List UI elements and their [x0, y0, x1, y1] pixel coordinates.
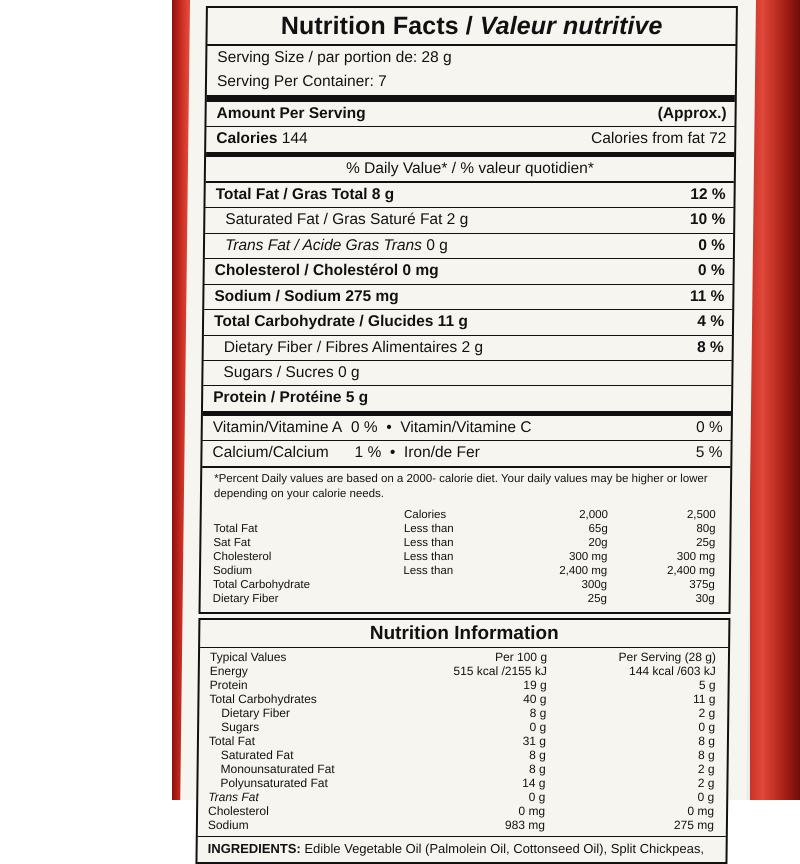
nutrient-label	[214, 287, 399, 307]
dv-header-2000: 2,000	[579, 509, 608, 522]
calories-from-fat: Calories from fat 72	[590, 130, 727, 148]
ni-nutrient: Polyunsaturated Fat	[220, 776, 328, 791]
table-row	[205, 748, 721, 762]
vitamin-left: Vitamin/Vitamine A 0 % • Vitamin/Vitamine C	[212, 418, 532, 436]
ni-nutrient: Cholesterol	[208, 804, 269, 819]
dv-qualifier: Less than	[403, 537, 454, 550]
nutrient-dv: 8 %	[696, 338, 724, 356]
table-row	[204, 818, 720, 832]
ni-per100: 8 g	[529, 748, 546, 763]
nutrient-row	[204, 285, 732, 309]
ni-perserving: 11 g	[692, 692, 716, 707]
nutrient-name: Cholesterol / Cholestérol	[214, 262, 399, 280]
dv-2500: 25g	[696, 537, 716, 550]
ni-perserving: 8 g	[697, 748, 715, 763]
ni-perserving: 2 g	[697, 776, 715, 791]
dv-nutrient: Total Fat	[213, 523, 258, 536]
vitamin-right-value: 0 %	[695, 418, 723, 436]
nutrient-name: Protein / Protéine	[213, 389, 342, 407]
nutrient-amount: 0 g	[426, 236, 448, 254]
ni-per100: 40 g	[523, 692, 547, 707]
nutrient-amount: 275 mg	[345, 287, 399, 305]
table-row	[206, 678, 722, 692]
ni-nutrient: Monounsaturated Fat	[220, 762, 335, 777]
nutrient-label	[223, 363, 359, 383]
ni-per100: 0 g	[529, 720, 547, 735]
nutrient-dv: 0 %	[698, 236, 726, 254]
ni-per100: 0 g	[528, 790, 546, 805]
nutrient-amount: 0 mg	[402, 262, 439, 280]
nutrient-label	[224, 338, 484, 358]
ni-nutrient: Dietary Fiber	[221, 706, 291, 721]
ni-per100: 8 g	[528, 762, 546, 777]
dv-nutrient: Dietary Fiber	[212, 593, 279, 606]
nutrient-row	[203, 386, 731, 410]
ni-nutrient: Sugars	[221, 720, 260, 735]
nutrient-row	[204, 336, 732, 360]
dv-2500: 300 mg	[676, 551, 716, 564]
ni-nutrient: Trans Fat	[208, 790, 259, 805]
nutrition-label	[180, 0, 756, 857]
nutrient-row	[205, 183, 733, 207]
nutrient-dv: 4 %	[697, 313, 725, 331]
nutrient-name: Total Fat / Gras Total	[215, 185, 368, 203]
ni-header-per-100g: Per 100 g	[494, 650, 548, 665]
vitamin-row	[203, 416, 731, 440]
ni-per100: 19 g	[523, 678, 547, 693]
ni-per100: 515 kcal /2155 kJ	[453, 664, 547, 679]
dv-nutrient: Total Carbohydrate	[212, 579, 311, 592]
nutrient-name: Sodium / Sodium	[214, 287, 342, 305]
nutrition-facts-title-separator: /	[458, 12, 481, 40]
nutrient-name: Saturated Fat / Gras Saturé Fat	[225, 211, 443, 229]
nutrient-name: Sugars / Sucres	[223, 363, 334, 381]
nutrient-dv: 12 %	[690, 185, 726, 203]
vitamin-left-value: 1 %	[354, 444, 382, 462]
nutrient-amount: 2 g	[446, 211, 469, 229]
amount-per-serving-label: Amount Per Serving	[216, 104, 366, 122]
dv-qualifier: Less than	[403, 523, 454, 536]
calories-row	[206, 127, 734, 151]
ni-nutrient: Energy	[209, 664, 248, 679]
nutrient-label	[213, 388, 368, 408]
dv-2500: 375g	[689, 579, 715, 592]
dv-qualifier	[403, 578, 505, 592]
ni-header-typical-values: Typical Values	[209, 650, 287, 665]
amount-per-serving-row	[206, 102, 734, 126]
dv-2500: 2,400 mg	[666, 565, 716, 578]
nutrition-information-title: Nutrition Information	[369, 623, 559, 645]
dv-header-calories: Calories	[403, 509, 447, 522]
table-row	[205, 762, 721, 776]
dv-qualifier: Less than	[403, 551, 454, 564]
nutrient-label	[225, 210, 468, 230]
vitamin-row	[202, 441, 730, 465]
nutrient-amount: 0 g	[337, 363, 360, 381]
ni-per100: 31 g	[522, 734, 547, 749]
table-row	[204, 790, 720, 804]
dv-qualifier	[403, 592, 505, 606]
package-right-edge	[750, 0, 800, 800]
nutrient-label	[215, 261, 439, 281]
table-row	[206, 664, 722, 678]
approx-label: (Approx.)	[657, 104, 727, 122]
ni-perserving: 8 g	[698, 734, 716, 749]
table-row	[205, 706, 721, 720]
nutrient-row	[205, 234, 733, 258]
dv-2000: 300g	[581, 579, 608, 592]
nutrition-facts-panel	[198, 6, 737, 614]
table-row	[213, 578, 719, 592]
ni-nutrient: Total Carbohydrates	[209, 692, 317, 707]
vitamin-right-label: Iron/de Fer	[403, 444, 480, 462]
ni-header-per-serving: Per Serving (28 g)	[618, 650, 717, 665]
nutrition-facts-title-fr: Valeur nutritive	[479, 12, 663, 40]
vitamin-right-value: 5 %	[695, 444, 723, 462]
table-row	[213, 522, 719, 536]
ni-nutrient: Sodium	[207, 818, 249, 833]
table-row	[214, 508, 720, 522]
table-row	[206, 650, 722, 664]
dv-2500: 30g	[695, 593, 715, 606]
dv-2500: 80g	[696, 523, 716, 536]
nutrient-row	[205, 259, 733, 283]
ni-perserving: 5 g	[698, 678, 716, 693]
daily-value-reference-table	[201, 506, 730, 612]
table-row	[205, 720, 721, 734]
nutrient-label	[225, 236, 448, 256]
serving-size-row: Serving Size / par portion de: 28 g	[217, 49, 452, 66]
nutrient-row	[203, 361, 731, 385]
ni-perserving: 0 g	[698, 720, 716, 735]
nutrient-name: Total Carbohydrate / Glucides	[213, 313, 434, 331]
table-row	[204, 776, 720, 790]
nutrition-facts-title-en: Nutrition Facts	[280, 12, 459, 40]
vitamin-right-label: Vitamin/Vitamine C	[400, 418, 532, 436]
table-row	[213, 592, 719, 606]
nutrient-amount: 5 g	[345, 389, 369, 407]
daily-value-footnote: *Percent Daily values are based on a 2000- calorie diet. Your daily values may be higher or lower depending on your calorie needs.	[213, 472, 708, 500]
nutrient-row	[204, 310, 732, 334]
nutrient-dv: 10 %	[689, 211, 726, 229]
nutrient-amount: 2 g	[461, 338, 484, 356]
nutrient-name: Trans Fat / Acide Gras Trans	[224, 236, 423, 254]
ni-perserving: 0 g	[697, 790, 715, 805]
nutrient-name: Dietary Fiber / Fibres Alimentaires	[223, 338, 458, 356]
ni-per100: 0 mg	[518, 804, 546, 819]
vitamin-left-label: Calcium/Calcium	[212, 444, 329, 462]
nutrient-amount: 8 g	[371, 185, 395, 203]
dv-header-blank	[214, 508, 404, 522]
table-row	[204, 804, 720, 818]
ni-per100: 983 mg	[504, 818, 546, 833]
calories-label: Calories	[216, 130, 278, 148]
nutrient-label	[214, 312, 468, 332]
ni-perserving: 2 g	[698, 706, 716, 721]
nutrient-amount: 11 g	[437, 313, 469, 331]
ni-nutrient: Protein	[209, 678, 248, 693]
ni-perserving: 2 g	[697, 762, 715, 777]
dv-2000: 300 mg	[568, 551, 608, 564]
dv-header-2500: 2,500	[686, 509, 716, 522]
table-row	[205, 734, 721, 748]
ni-nutrient: Total Fat	[208, 734, 256, 749]
ni-perserving: 275 mg	[673, 818, 715, 833]
nutrient-dv: 0 %	[697, 262, 725, 280]
table-row	[213, 536, 719, 550]
vitamin-left-label: Vitamin/Vitamine A	[212, 418, 343, 436]
dv-nutrient: Sat Fat	[213, 537, 251, 550]
nutrient-dv: 11 %	[689, 287, 725, 305]
dv-qualifier: Less than	[403, 565, 454, 578]
nutrition-facts-title	[207, 8, 735, 44]
nutrient-label	[215, 185, 394, 205]
vitamin-left-value: 0 %	[350, 418, 378, 436]
calories-left	[216, 129, 308, 149]
ni-per100: 14 g	[522, 776, 546, 791]
table-row	[205, 692, 721, 706]
vitamin-left: Calcium/Calcium 1 % • Iron/de Fer	[212, 444, 480, 462]
ni-per100: 8 g	[529, 706, 547, 721]
dv-2000: 2,400 mg	[559, 565, 608, 578]
table-row	[213, 564, 719, 578]
nutrient-row	[205, 208, 733, 232]
ingredients-section	[197, 837, 725, 862]
nutrition-information-panel	[195, 618, 730, 864]
dv-2000: 20g	[588, 537, 608, 550]
servings-per-container-row: Serving Per Container: 7	[216, 73, 387, 91]
ni-nutrient: Saturated Fat	[220, 748, 294, 763]
dv-nutrient: Cholesterol	[213, 551, 272, 564]
ingredients-text: Edible Vegetable Oil (Palmolein Oil, Cottonseed Oil), Split Chickpeas,	[300, 841, 705, 857]
calories-value: 144	[281, 130, 308, 148]
dv-2000: 25g	[587, 593, 607, 606]
ni-perserving: 144 kcal /603 kJ	[628, 664, 716, 679]
daily-value-header: % Daily Value* / % valeur quotidien*	[345, 159, 594, 177]
dv-nutrient: Sodium	[212, 565, 253, 578]
table-row	[213, 550, 719, 564]
dv-2000: 65g	[588, 523, 608, 536]
ni-perserving: 0 mg	[687, 804, 715, 819]
ingredients-heading: INGREDIENTS:	[207, 841, 301, 857]
